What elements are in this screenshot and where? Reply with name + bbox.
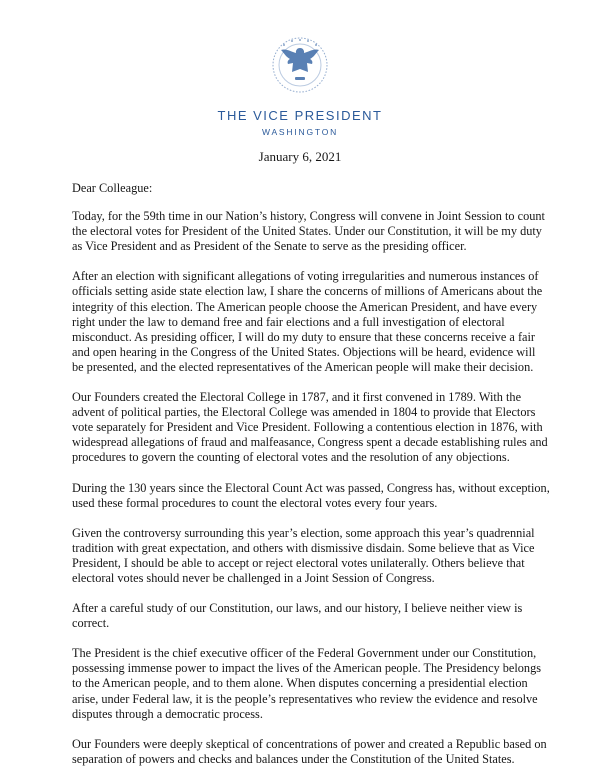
paragraph <box>72 269 543 375</box>
text-line: electoral votes should never be challenged in a Joint Session of Congress. <box>72 570 435 585</box>
salutation: Dear Colleague: <box>72 181 153 195</box>
text-line: advent of political parties, the Electoral College was amended in 1804 to provide that Electors <box>72 405 536 420</box>
paragraph <box>72 736 547 767</box>
paragraph <box>72 526 534 586</box>
paragraph <box>72 601 534 631</box>
text-line: the electoral votes for President of the United States. Under our Constitution, it will be my duty <box>72 224 542 239</box>
letter-body <box>72 181 550 782</box>
text-line: be presented, and the elected representatives of the American people will make their decision. <box>72 359 534 374</box>
text-line: Today, for the 59th time in our Nation’s history, Congress will convene in Joint Session to count <box>72 209 545 224</box>
letter-date: January 6, 2021 <box>258 149 342 164</box>
text-line: officials setting aside state election law, I share the concerns of millions of Americans about the <box>72 284 543 299</box>
text-line: correct. <box>72 616 110 631</box>
paragraph <box>72 646 541 721</box>
text-line: tradition with great expectation, and others with dismissive disdain. Some believe that as Vice <box>72 540 535 555</box>
text-line: President, I should be able to accept or reject electoral votes unilaterally. Others believe that <box>72 555 525 570</box>
text-line: After an election with significant allegations of voting irregularities and numerous instances of <box>72 269 539 284</box>
text-line: possessing immense power to impact the lives of the American people. The Presidency belongs <box>72 661 541 676</box>
letterhead-subtitle: WASHINGTON <box>261 127 339 137</box>
text-line: as Vice President and as President of the Senate to serve as the presiding officer. <box>72 239 467 254</box>
text-line: misconduct. As presiding officer, I will do my duty to ensure that these concerns receive a fair <box>72 329 536 344</box>
text-line: right under the law to demand free and fair elections and a full investigation of electoral <box>72 314 505 329</box>
paragraph <box>72 209 545 254</box>
vice-presidential-seal-icon <box>270 36 330 94</box>
text-line: widespread allegations of fraud and malfeasance, Congress spent a decade establishing rules and <box>72 435 548 450</box>
text-line: used these formal procedures to count the electoral votes every four years. <box>72 495 438 510</box>
text-line: Given the controversy surrounding this year’s election, some approach this year’s quadrennial <box>72 525 535 540</box>
text-line: and open hearing in the Congress of the United States. Objections will be heard, evidence will <box>72 344 536 359</box>
text-line: arise, under Federal law, it is the people’s representatives who review the evidence and resolve <box>72 691 538 706</box>
text-line: disputes through a democratic process. <box>72 706 263 721</box>
text-line: vote separately for President and Vice President. Following a contentious election in 1876, with <box>72 420 543 435</box>
letterhead-title: THE VICE PRESIDENT <box>217 108 383 123</box>
text-line: integrity of this election. The American people choose the American President, and have every <box>72 299 538 314</box>
text-line: After a careful study of our Constitution, our laws, and our history, I believe neither view is <box>72 601 523 616</box>
text-line: procedures to govern the counting of electoral votes and the resolution of any objections. <box>72 450 510 465</box>
text-line: Our Founders created the Electoral College in 1787, and it first convened in 1789. With the <box>72 390 522 405</box>
text-line: to the American people, and to them alone. When disputes concerning a presidential election <box>72 676 528 691</box>
text-line: The President is the chief executive officer of the Federal Government under our Constitution, <box>72 646 537 661</box>
text-line: Our Founders were deeply skeptical of concentrations of power and created a Republic based on <box>72 736 547 751</box>
text-line: separation of powers and checks and balances under the Constitution of the United States. <box>72 751 515 766</box>
paragraph-container <box>72 209 550 767</box>
text-line: During the 130 years since the Electoral Count Act was passed, Congress has, without exception, <box>72 480 550 495</box>
paragraph <box>72 480 550 511</box>
paragraph <box>72 390 548 465</box>
